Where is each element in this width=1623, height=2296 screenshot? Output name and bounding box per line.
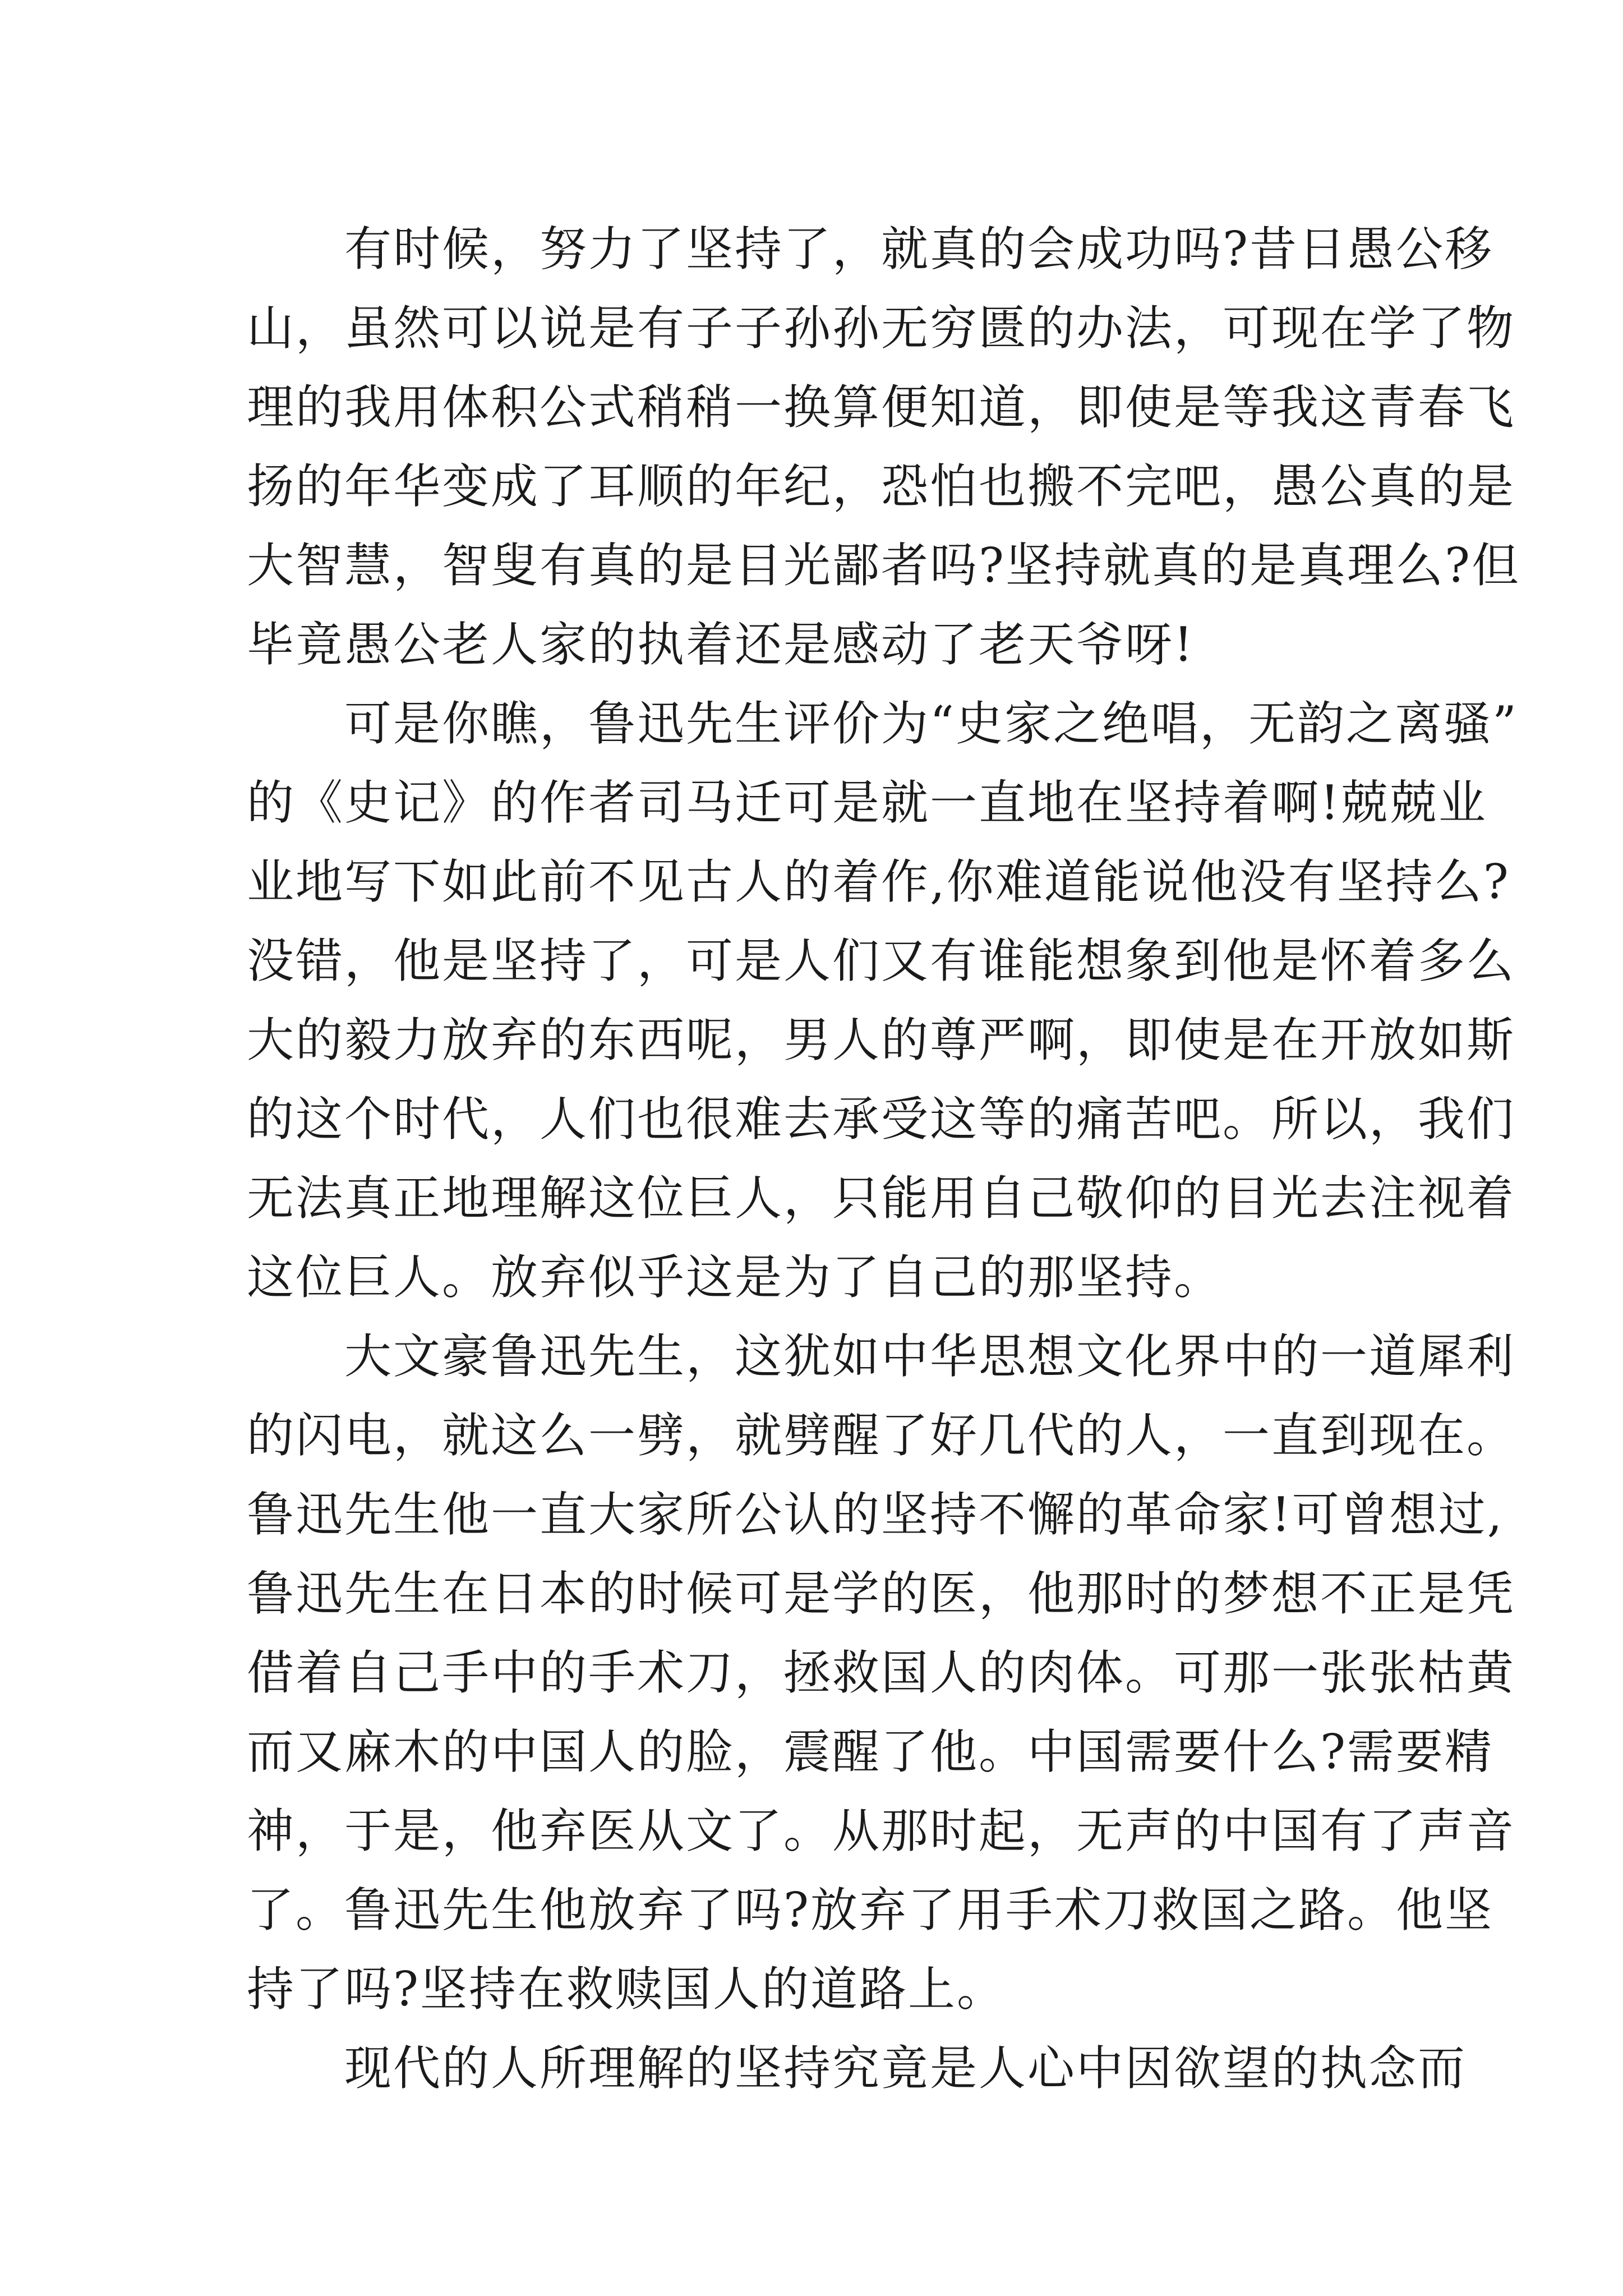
text-line: 没错，他是坚持了，可是人们又有谁能想象到他是怀着多么 bbox=[247, 933, 1516, 988]
text-line: 可是你瞧，鲁迅先生评价为“史家之绝唱，无韵之离骚” bbox=[247, 696, 1518, 751]
text-line: 鲁迅先生在日本的时候可是学的医，他那时的梦想不正是凭 bbox=[247, 1566, 1516, 1621]
text-line: 大智慧，智叟有真的是目光鄙者吗?坚持就真的是真理么?但 bbox=[247, 538, 1521, 593]
text-line: 毕竟愚公老人家的执着还是感动了老天爷呀! bbox=[247, 617, 1195, 672]
text-line: 大的毅力放弃的东西呢，男人的尊严啊，即使是在开放如斯 bbox=[247, 1013, 1516, 1068]
text-line: 神，于是，他弃医从文了。从那时起，无声的中国有了声音 bbox=[247, 1803, 1516, 1858]
text-line: 持了吗?坚持在救赎国人的道路上。 bbox=[247, 1962, 1006, 2017]
text-line: 业地写下如此前不见古人的着作,你难道能说他没有坚持么? bbox=[247, 854, 1510, 909]
text-line: 鲁迅先生他一直大家所公认的坚持不懈的革命家!可曾想过, bbox=[247, 1487, 1504, 1542]
text-line: 借着自己手中的手术刀，拯救国人的肉体。可那一张张枯黄 bbox=[247, 1645, 1516, 1700]
body-text bbox=[247, 210, 1521, 2108]
text-line: 的《史记》的作者司马迁可是就一直地在坚持着啊!兢兢业 bbox=[247, 775, 1487, 830]
text-line: 有时候，努力了坚持了，就真的会成功吗?昔日愚公移 bbox=[247, 222, 1494, 277]
text-line: 扬的年华变成了耳顺的年纪，恐怕也搬不完吧，愚公真的是 bbox=[247, 459, 1516, 514]
text-line: 的这个时代，人们也很难去承受这等的痛苦吧。所以，我们 bbox=[247, 1092, 1516, 1147]
text-line: 无法真正地理解这位巨人，只能用自己敬仰的目光去注视着 bbox=[247, 1171, 1516, 1226]
text-line: 的闪电，就这么一劈，就劈醒了好几代的人，一直到现在。 bbox=[247, 1408, 1516, 1463]
text-line: 现代的人所理解的坚持究竟是人心中因欲望的执念而 bbox=[247, 2041, 1467, 2096]
text-line: 这位巨人。放弃似乎这是为了自己的那坚持。 bbox=[247, 1250, 1223, 1305]
text-line: 了。鲁迅先生他放弃了吗?放弃了用手术刀救国之路。他坚 bbox=[247, 1883, 1494, 1938]
text-line: 大文豪鲁迅先生，这犹如中华思想文化界中的一道犀利 bbox=[247, 1329, 1516, 1384]
text-line: 山，虽然可以说是有子子孙孙无穷匮的办法，可现在学了物 bbox=[247, 301, 1516, 356]
text-line: 理的我用体积公式稍稍一换算便知道，即使是等我这青春飞 bbox=[247, 380, 1516, 435]
text-line: 而又麻木的中国人的脸，震醒了他。中国需要什么?需要精 bbox=[247, 1724, 1494, 1779]
